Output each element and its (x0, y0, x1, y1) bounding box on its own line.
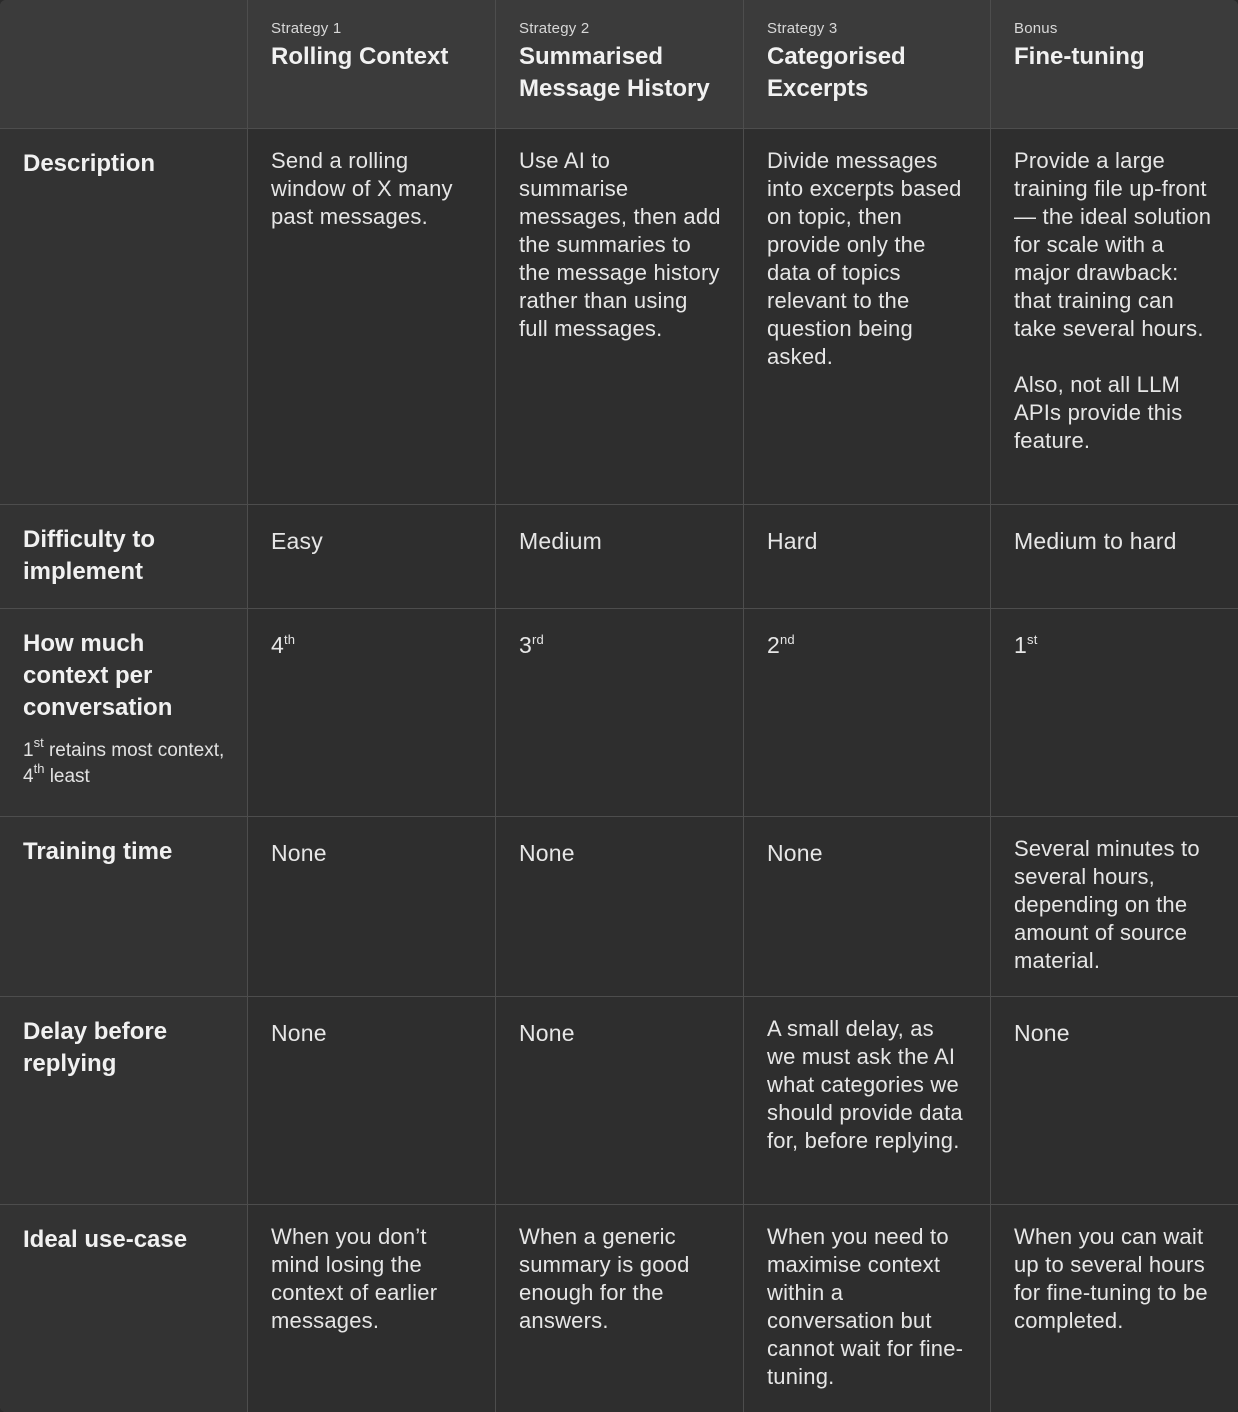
cell-text: None (271, 840, 327, 866)
rank-number: 1 (1014, 632, 1027, 658)
row-title: Training time (23, 838, 173, 865)
cell-text: When you need to maximise context within a conversation but cannot wait for fine-tuning. (767, 1224, 964, 1389)
cell-text: Several minutes to several hours, depending on the amount of source material. (1014, 836, 1200, 973)
rank-value (1014, 629, 1216, 661)
rank-number: 2 (767, 632, 780, 658)
rank-number: 4 (23, 766, 34, 787)
rank-suffix: nd (780, 632, 795, 647)
delay-cell (991, 997, 1238, 1205)
column-header-strategy-1 (248, 0, 496, 129)
rank-value (519, 629, 721, 661)
usecase-cell (744, 1205, 991, 1412)
note-text: retains most context, (43, 740, 225, 761)
row-title: Ideal use-case (23, 1226, 188, 1253)
difficulty-cell (991, 505, 1238, 609)
cell-text: Hard (767, 528, 818, 554)
rank-suffix: st (33, 735, 44, 750)
cell-text: None (519, 1020, 575, 1046)
cell-paragraph: Also, not all LLM APIs provide this feature. (1014, 372, 1183, 453)
row-header-difficulty (0, 505, 248, 609)
description-cell (496, 129, 744, 505)
cell-text: None (767, 840, 823, 866)
column-title: Fine-tuning (1014, 43, 1145, 70)
cell-text: A small delay, as we must ask the AI what categories we should provide data for, before replying. (767, 1016, 963, 1153)
cell-text: Medium to hard (1014, 528, 1177, 554)
usecase-cell (248, 1205, 496, 1412)
column-header-strategy-2 (496, 0, 744, 129)
row-header-usecase (0, 1205, 248, 1412)
column-label: Strategy 1 (271, 20, 342, 37)
cell-text: Use AI to summarise messages, then add the summaries to the message history rather than using full messages. (519, 148, 721, 341)
cell-text: When you can wait up to several hours for fine-tuning to be completed. (1014, 1224, 1208, 1333)
rank-value (767, 629, 968, 661)
header-corner (0, 0, 248, 129)
cell-text: Send a rolling window of X many past messages. (271, 148, 453, 229)
context-rank-cell (991, 609, 1238, 817)
rank-number: 3 (519, 632, 532, 658)
cell-text: When a generic summary is good enough for the answers. (519, 1224, 690, 1333)
cell-text: None (271, 1020, 327, 1046)
usecase-cell (991, 1205, 1238, 1412)
rank-value (271, 629, 473, 661)
cell-text: None (1014, 1020, 1070, 1046)
difficulty-cell (744, 505, 991, 609)
context-rank-cell (496, 609, 744, 817)
row-title: Description (23, 150, 156, 177)
context-rank-cell (248, 609, 496, 817)
delay-cell (248, 997, 496, 1205)
row-title: How much context per conversation (23, 630, 173, 721)
row-title: Difficulty to implement (23, 526, 155, 585)
description-cell (744, 129, 991, 505)
column-header-bonus (991, 0, 1238, 129)
rank-number: 4 (271, 632, 284, 658)
column-label: Strategy 2 (519, 20, 590, 37)
cell-paragraph: Provide a large training file up-front — the ideal solution for scale with a major drawback: that training can take several hours. (1014, 148, 1212, 341)
cell-text: Medium (519, 528, 603, 554)
cell-text: None (519, 840, 575, 866)
rank-number: 1 (23, 740, 34, 761)
row-note (23, 735, 225, 790)
column-label: Strategy 3 (767, 20, 838, 37)
description-cell (991, 129, 1238, 505)
note-text: least (44, 766, 90, 787)
cell-text: When you don’t mind losing the context of earlier messages. (271, 1224, 438, 1333)
row-header-delay (0, 997, 248, 1205)
row-header-training (0, 817, 248, 997)
usecase-cell (496, 1205, 744, 1412)
cell-text: Divide messages into excerpts based on topic, then provide only the data of topics relevant to the question being asked. (767, 148, 962, 369)
training-cell (991, 817, 1238, 997)
row-header-context (0, 609, 248, 817)
rank-suffix: rd (532, 632, 544, 647)
delay-cell (496, 997, 744, 1205)
column-title: Summarised Message History (519, 43, 710, 102)
row-title: Delay before replying (23, 1018, 168, 1077)
training-cell (744, 817, 991, 997)
rank-suffix: st (1027, 632, 1038, 647)
column-header-strategy-3 (744, 0, 991, 129)
description-cell (248, 129, 496, 505)
difficulty-cell (248, 505, 496, 609)
difficulty-cell (496, 505, 744, 609)
training-cell (496, 817, 744, 997)
row-header-description (0, 129, 248, 505)
delay-cell (744, 997, 991, 1205)
training-cell (248, 817, 496, 997)
cell-text (1014, 147, 1216, 455)
column-title: Categorised Excerpts (767, 43, 906, 102)
rank-suffix: th (284, 632, 296, 647)
rank-suffix: th (33, 761, 45, 776)
context-rank-cell (744, 609, 991, 817)
cell-text: Easy (271, 528, 323, 554)
column-label: Bonus (1014, 20, 1058, 37)
column-title: Rolling Context (271, 43, 449, 70)
